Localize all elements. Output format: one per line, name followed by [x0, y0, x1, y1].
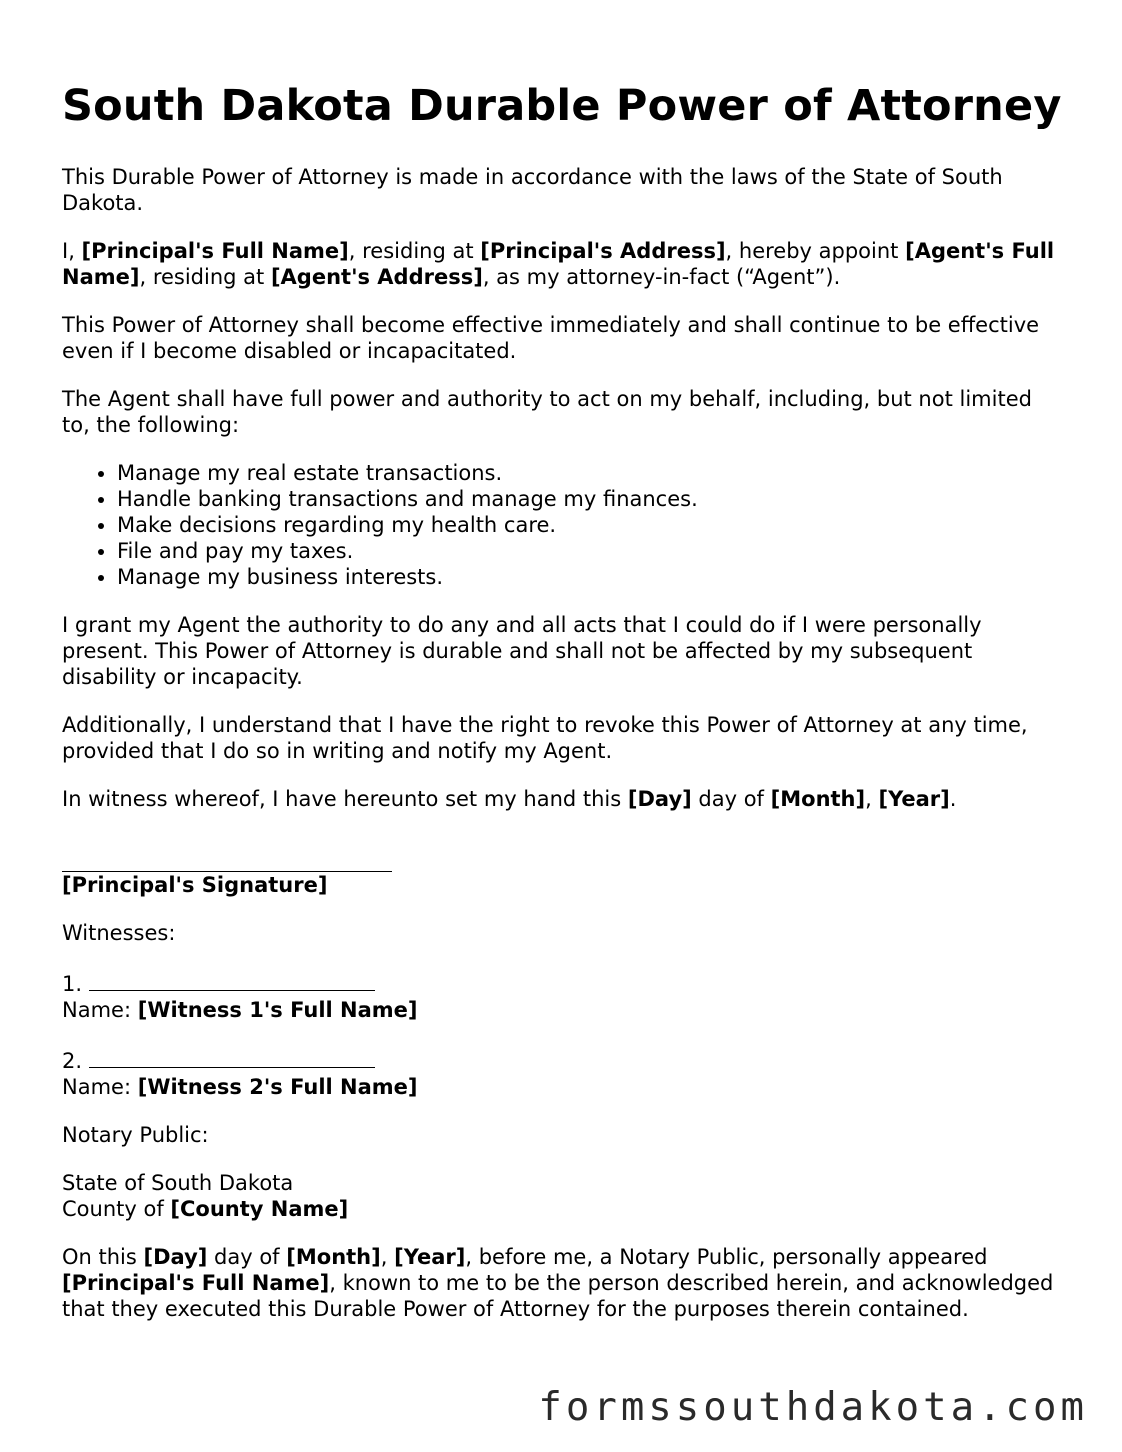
- notary-label: Notary Public:: [62, 1123, 209, 1147]
- agent-name-placeholder: [Agent's Full Name]: [62, 239, 1055, 289]
- witness-2-signature-line[interactable]: [89, 1045, 375, 1068]
- list-item: • Make decisions regarding my health care.: [117, 512, 1062, 538]
- witnesses-label: Witnesses:: [62, 921, 176, 945]
- principal-address-placeholder: [Principal's Address]: [480, 239, 726, 263]
- month-placeholder: [Month]: [770, 787, 866, 811]
- day-placeholder: [Day]: [627, 787, 692, 811]
- document-page: [62, 80, 1062, 1344]
- powers-list: [62, 460, 1062, 590]
- grant-paragraph: I grant my Agent the authority to do any and all acts that I could do if I were personally present. This Power of Attorney is durable and shall not be affected by my subsequent disability or incapacity.: [62, 613, 982, 689]
- principal-signature-label: [Principal's Signature]: [62, 873, 328, 897]
- principal-name-placeholder: [Principal's Full Name]: [81, 239, 349, 263]
- effective-paragraph: This Power of Attorney shall become effective immediately and shall continue to be effective even if I become disabled or incapacitated.: [62, 313, 1040, 363]
- notary-clause: On this [Day] day of [Month], [Year], before me, a Notary Public, personally appeared [Principal's Full Name], known to me to be the person described herein, and acknowledged that they executed this Durable Power of Attorney for the purposes therein contained.: [62, 1245, 1054, 1321]
- revoke-paragraph: Additionally, I understand that I have the right to revoke this Power of Attorney at any time, provided that I do so in writing and notify my Agent.: [62, 713, 1028, 763]
- county-name-placeholder: [County Name]: [170, 1197, 349, 1221]
- year-placeholder: [Year]: [878, 787, 950, 811]
- list-item: • File and pay my taxes.: [117, 538, 1062, 564]
- witness-1-signature-line[interactable]: [89, 968, 375, 991]
- witness-2-name-placeholder: [Witness 2's Full Name]: [137, 1075, 418, 1099]
- principal-signature-line[interactable]: [62, 847, 392, 872]
- list-item: • Manage my real estate transactions.: [117, 460, 1062, 486]
- state-line: State of South Dakota: [62, 1171, 294, 1195]
- year-placeholder: [Year]: [394, 1245, 466, 1269]
- list-item: • Handle banking transactions and manage my finances.: [117, 486, 1062, 512]
- intro-paragraph: This Durable Power of Attorney is made in accordance with the laws of the State of South Dakota.: [62, 165, 1003, 215]
- appointment-paragraph: I, [Principal's Full Name], residing at [Principal's Address], hereby appoint [Agent's Full Name], residing at [Agent's Address], as my attorney-in-fact (“Agent”).: [62, 239, 1055, 289]
- month-placeholder: [Month]: [286, 1245, 381, 1269]
- principal-name-placeholder: [Principal's Full Name]: [62, 1271, 330, 1295]
- list-item: • Manage my business interests.: [117, 564, 1062, 590]
- witness-1-name-placeholder: [Witness 1's Full Name]: [137, 998, 418, 1022]
- witness-clause: In witness whereof, I have hereunto set my hand this [Day] day of [Month], [Year].: [62, 787, 957, 811]
- powers-intro-paragraph: The Agent shall have full power and authority to act on my behalf, including, but not limited to, the following:: [62, 387, 1032, 437]
- witness-2-block: 2. Name: [Witness 2's Full Name]: [62, 1045, 1062, 1100]
- day-placeholder: [Day]: [143, 1245, 208, 1269]
- venue-block: State of South Dakota County of [County Name]: [62, 1171, 349, 1221]
- agent-address-placeholder: [Agent's Address]: [270, 265, 483, 289]
- witness-1-block: 1. Name: [Witness 1's Full Name]: [62, 968, 1062, 1023]
- principal-signature-block: [62, 846, 1062, 898]
- site-watermark: formssouthdakota.com: [538, 1385, 1088, 1430]
- document-title: South Dakota Durable Power of Attorney: [62, 81, 1062, 131]
